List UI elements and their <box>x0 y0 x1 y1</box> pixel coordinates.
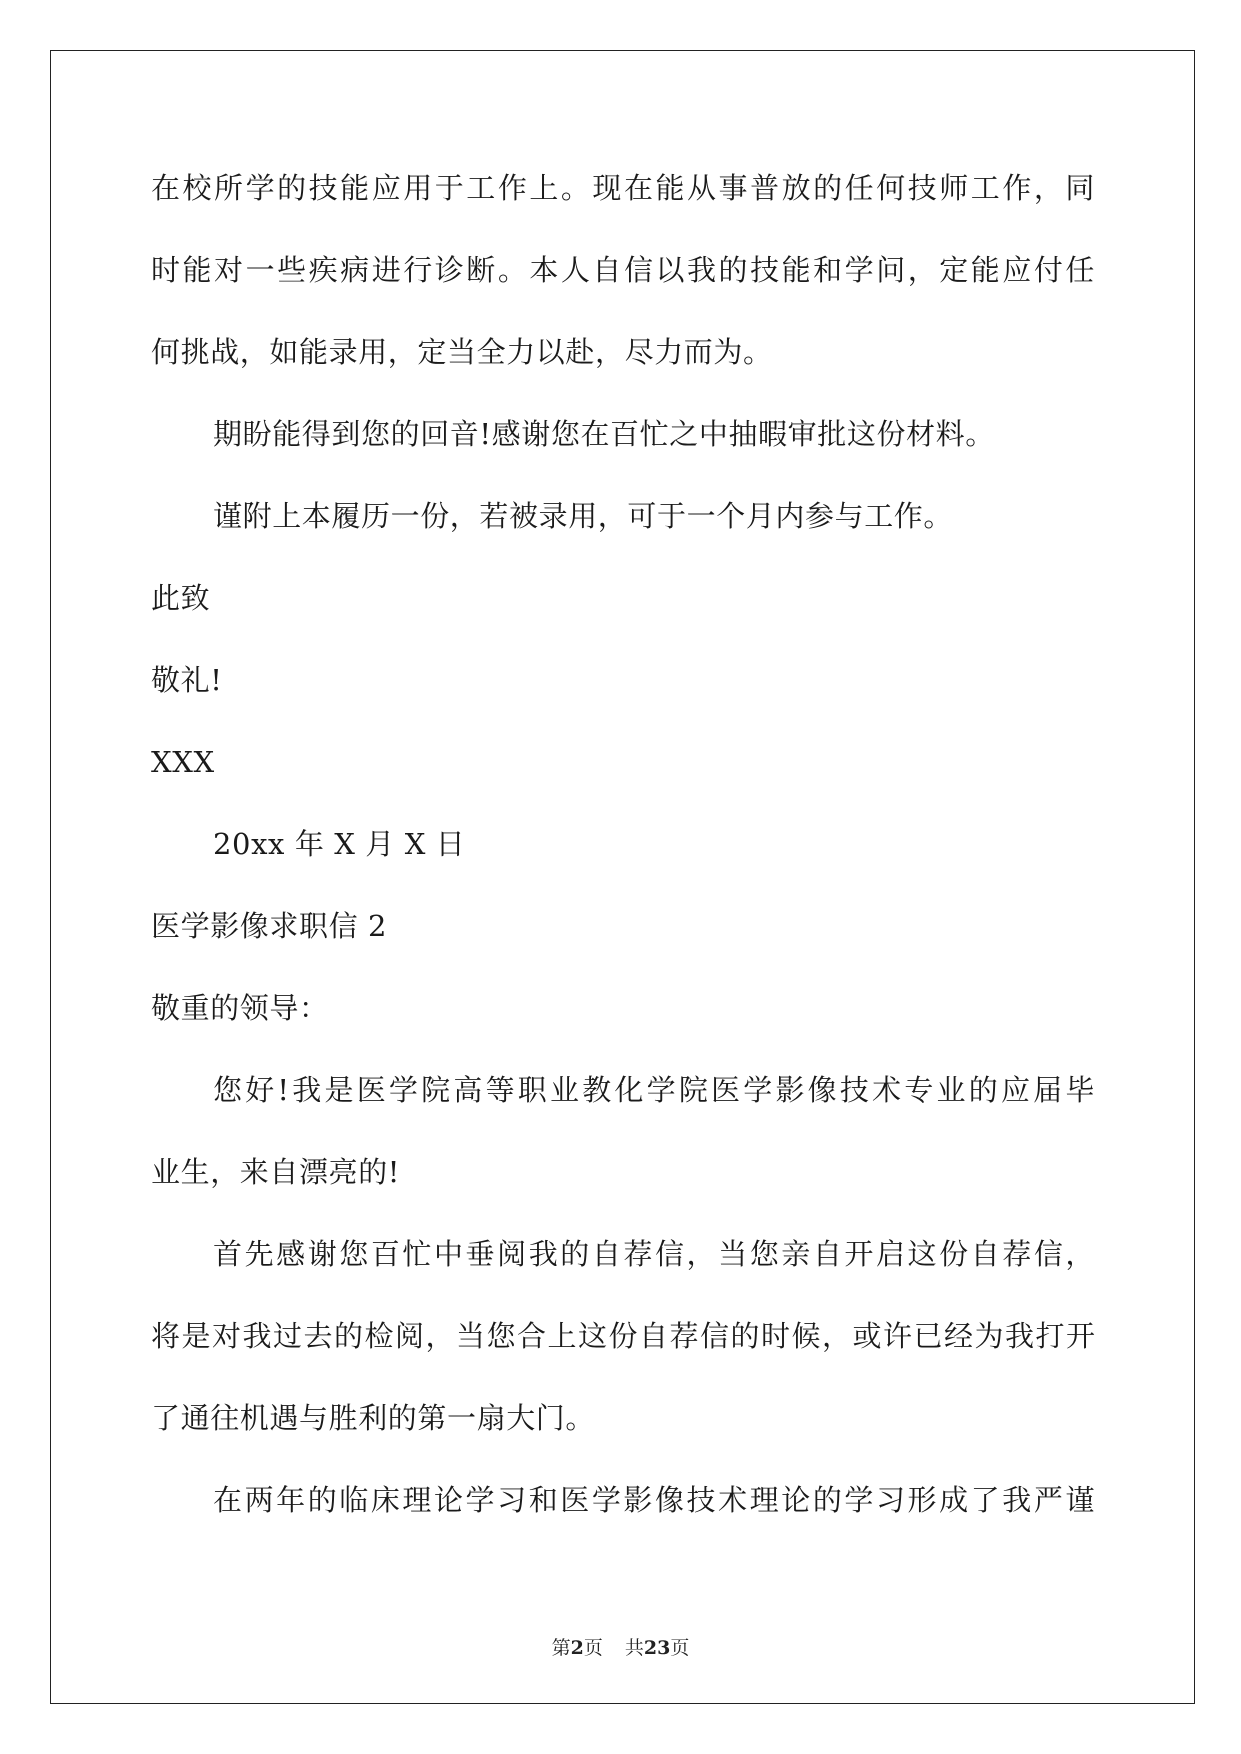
greeting: 敬重的领导： <box>151 991 329 1025</box>
closing-regards: 敬礼! <box>151 663 223 697</box>
closing-salutation: 此致 <box>151 581 211 615</box>
footer-page-current: 2 <box>570 1637 584 1659</box>
footer-page-prefix: 第 <box>551 1637 571 1659</box>
page-footer <box>0 1636 1241 1660</box>
paragraph-line: 将是对我过去的检阅，当您合上这份自荐信的时候，或许已经为我打开 <box>151 1319 1095 1353</box>
paragraph-line: 首先感谢您百忙中垂阅我的自荐信，当您亲自开启这份自荐信， <box>213 1237 1095 1271</box>
paragraph-line: 在校所学的技能应用于工作上。现在能从事普放的任何技师工作，同 <box>151 171 1095 205</box>
footer-page-total: 23 <box>643 1637 671 1659</box>
paragraph-line: 在两年的临床理论学习和医学影像技术理论的学习形成了我严谨 <box>213 1483 1095 1517</box>
footer-total-prefix: 共 <box>624 1637 644 1659</box>
paragraph-line: 您好!我是医学院高等职业教化学院医学影像技术专业的应届毕 <box>213 1073 1095 1107</box>
signature-date: 20xx 年 X 月 X 日 <box>213 827 466 861</box>
footer-page-unit: 页 <box>583 1637 603 1659</box>
paragraph-line: 何挑战，如能录用，定当全力以赴，尽力而为。 <box>151 335 773 369</box>
signature-name: XXX <box>151 745 215 779</box>
paragraph-line: 期盼能得到您的回音!感谢您在百忙之中抽暇审批这份材料。 <box>213 417 995 451</box>
paragraph-line: 业生，来自漂亮的! <box>151 1155 401 1189</box>
section-heading: 医学影像求职信 2 <box>151 909 388 943</box>
paragraph-line: 时能对一些疾病进行诊断。本人自信以我的技能和学问，定能应付任 <box>151 253 1095 287</box>
paragraph-line: 了通往机遇与胜利的第一扇大门。 <box>151 1401 596 1435</box>
footer-total-unit: 页 <box>670 1637 690 1659</box>
letter-body <box>151 164 1095 1558</box>
paragraph-line: 谨附上本履历一份，若被录用，可于一个月内参与工作。 <box>213 499 954 533</box>
